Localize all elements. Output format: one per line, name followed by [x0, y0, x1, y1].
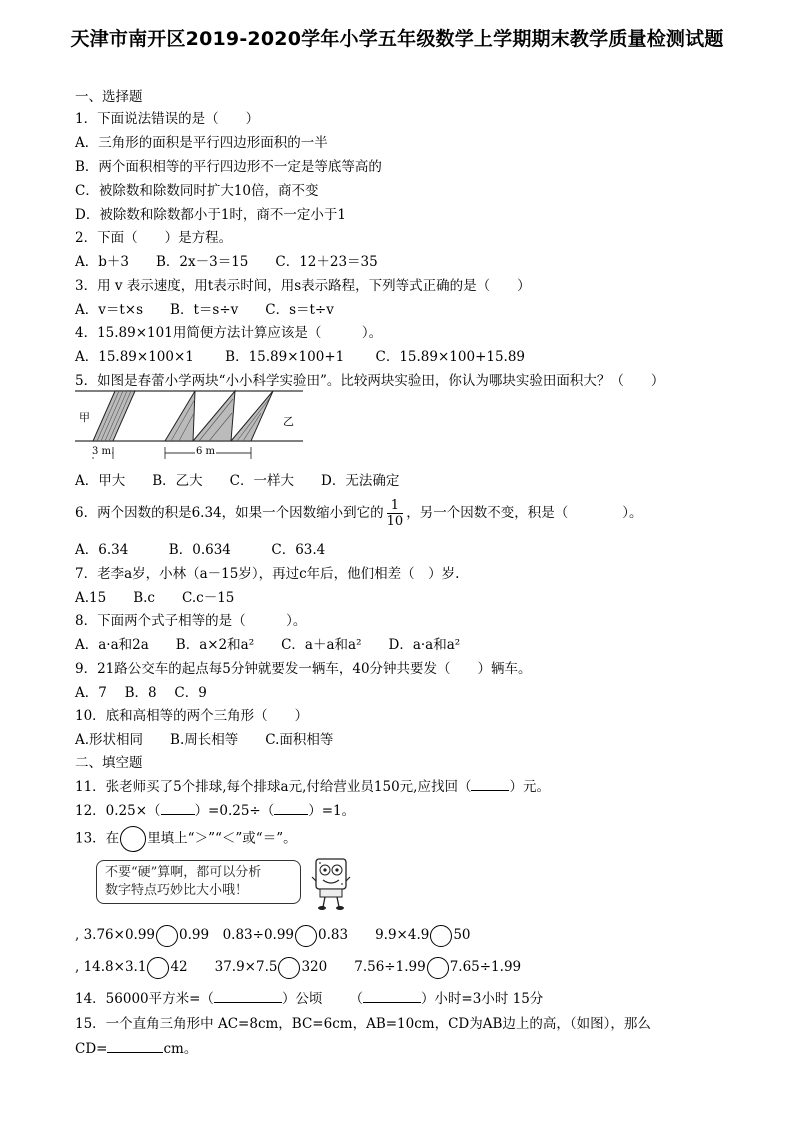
q14-line [75, 990, 543, 1008]
q2-options: A．b＋3 B．2x－3＝15 C．12＋23＝35 [75, 254, 378, 270]
q15-line-2 [75, 1040, 197, 1058]
q12-part3: ）=1。 [308, 803, 356, 819]
q7-stem: 7．老李a岁，小林（a－15岁），再过c年后，他们相差（ ）岁. [75, 566, 460, 582]
q13-example-circle [120, 826, 146, 852]
q10-stem: 10．底和高相等的两个三角形（ ） [75, 708, 309, 724]
q13-hint-bubble [96, 860, 301, 904]
q6-fraction [387, 498, 404, 529]
q1-stem: 1．下面说法错误的是（ ） [75, 111, 260, 127]
q4-options: A．15.89×100×1 B．15.89×100+1 C．15.89×100+15.89 [75, 349, 526, 365]
q5-stem: 5．如图是春蕾小学两块“小小科学实验田”。比较两块实验田，你认为哪块实验田面积大？（ ） [75, 373, 665, 389]
q5-dim-6m: 6 m [196, 446, 216, 457]
q8-stem: 8．下面两个式子相等的是（ ）。 [75, 613, 307, 629]
q5-field-figure [75, 383, 305, 465]
q7-options: A.15 B.c C.c－15 [75, 590, 235, 606]
page-title: 天津市南开区2019-2020学年小学五年级数学上学期期末教学质量检测试题 [70, 28, 724, 50]
q13-r1-expr1: , 3.76×0.99 [75, 927, 156, 943]
q13-r2-circle-1[interactable] [147, 957, 169, 979]
q13-after: 里填上“＞”“＜”或“＝”。 [147, 830, 297, 847]
q6-stem-after: ，另一个因数不变，积是（ ）。 [406, 505, 643, 521]
q6-frac-den: 10 [386, 514, 404, 529]
q13-r1-val2: 0.83 [318, 927, 349, 943]
q13-before: 13．在 [75, 830, 120, 847]
q14-part3: （ [349, 991, 363, 1007]
q13-row-1 [75, 922, 471, 948]
q14-blank-1[interactable] [214, 1002, 282, 1003]
q12-blank-2[interactable] [274, 814, 308, 815]
q13-r1-circle-1[interactable] [156, 925, 178, 947]
q8-options: A．a·a和2a B．a×2和a² C．a＋a和a² D．a·a和a² [75, 637, 461, 653]
q4-stem: 4．15.89×101用简便方法计算应该是（ ）。 [75, 325, 383, 341]
q11-before: 11．张老师买了5个排球,每个排球a元,付给营业员150元,应找回（ [75, 779, 472, 795]
q6-frac-num: 1 [387, 498, 404, 514]
q13-r1-circle-3[interactable] [430, 925, 452, 947]
q5-label-jia: 甲 [79, 411, 90, 424]
q13-r1-expr3: 9.9×4.9 [375, 927, 430, 943]
q13-r2-expr3: 7.56÷1.99 [354, 959, 426, 975]
q12-part1: 12．0.25×（ [75, 803, 161, 819]
q12-blank-1[interactable] [161, 814, 195, 815]
q14-blank-2[interactable] [363, 1002, 421, 1003]
q14-part1: 14．56000平方米=（ [75, 991, 214, 1007]
q6-stem [75, 495, 642, 531]
q13-r2-val2: 320 [301, 959, 328, 975]
q1-option-b: B．两个面积相等的平行四边形不一定是等底等高的 [75, 159, 382, 175]
q5-label-yi: 乙 [283, 415, 294, 428]
q3-options: A．v＝t×s B．t＝s÷v C．s＝t÷v [75, 302, 334, 318]
q1-option-a: A．三角形的面积是平行四边形面积的一半 [75, 135, 328, 151]
q14-part4: ）小时=3小时 15分 [420, 991, 544, 1007]
q1-option-d: D．被除数和除数都小于1时，商不一定小于1 [75, 207, 347, 223]
q15-unit: cm。 [163, 1041, 198, 1057]
q13-stem [75, 826, 297, 852]
q13-bubble-line1: 不要“硬”算啊，都可以分析 [105, 865, 262, 880]
q5-dim-3m: 3 m [92, 446, 112, 457]
cartoon-character-icon [310, 855, 352, 911]
q13-r2-circle-2[interactable] [278, 957, 300, 979]
q12-part2: ）=0.25÷（ [194, 803, 275, 819]
q14-part2: ）公顷 [281, 991, 323, 1007]
q13-r1-val1: 0.99 [179, 927, 210, 943]
q13-r2-circle-3[interactable] [427, 957, 449, 979]
q11-after: ）元。 [509, 779, 550, 795]
q13-r1-expr2: 0.83÷0.99 [222, 927, 295, 943]
q15-line-1: 15．一个直角三角形中 AC=8cm，BC=6cm，AB=10cm，CD为AB边上的高，（如图），那么 [75, 1016, 651, 1032]
q13-r2-val1: 42 [170, 959, 188, 975]
q13-r1-val3: 50 [453, 927, 471, 943]
q3-stem: 3．用 v 表示速度，用t表示时间，用s表示路程，下列等式正确的是（ ） [75, 278, 531, 294]
q13-r2-expr1: , 14.8×3.1 [75, 959, 147, 975]
q1-option-c: C．被除数和除数同时扩大10倍，商不变 [75, 183, 319, 199]
section-heading-choice: 一、选择题 [75, 89, 143, 105]
q9-options: A．7 B．8 C．9 [75, 685, 207, 701]
q13-r2-val3: 7.65÷1.99 [449, 959, 522, 975]
q5-options: A．甲大 B．乙大 C．一样大 D．无法确定 [75, 473, 400, 489]
q6-options: A．6.34 B．0.634 C．63.4 [75, 542, 326, 558]
q13-bubble-line2: 数字特点巧妙比大小哦！ [105, 883, 249, 898]
q10-options: A.形状相同 B.周长相等 C.面积相等 [75, 732, 334, 748]
q15-cd-label: CD= [75, 1041, 108, 1057]
q13-r1-circle-2[interactable] [295, 925, 317, 947]
q12-line [75, 802, 355, 820]
q11-line [75, 778, 550, 796]
q11-answer-blank[interactable] [471, 790, 509, 791]
q2-stem: 2．下面（ ）是方程。 [75, 230, 233, 246]
q6-stem-before: 6．两个因数的积是6.34，如果一个因数缩小到它的 [75, 505, 384, 521]
q15-answer-blank[interactable] [107, 1052, 163, 1053]
q13-r2-expr2: 37.9×7.5 [214, 959, 278, 975]
section-heading-fill: 二、填空题 [75, 755, 143, 771]
q13-row-2 [75, 954, 521, 980]
q9-stem: 9．21路公交车的起点每5分钟就要发一辆车，40分钟共要发（ ）辆车。 [75, 661, 532, 677]
